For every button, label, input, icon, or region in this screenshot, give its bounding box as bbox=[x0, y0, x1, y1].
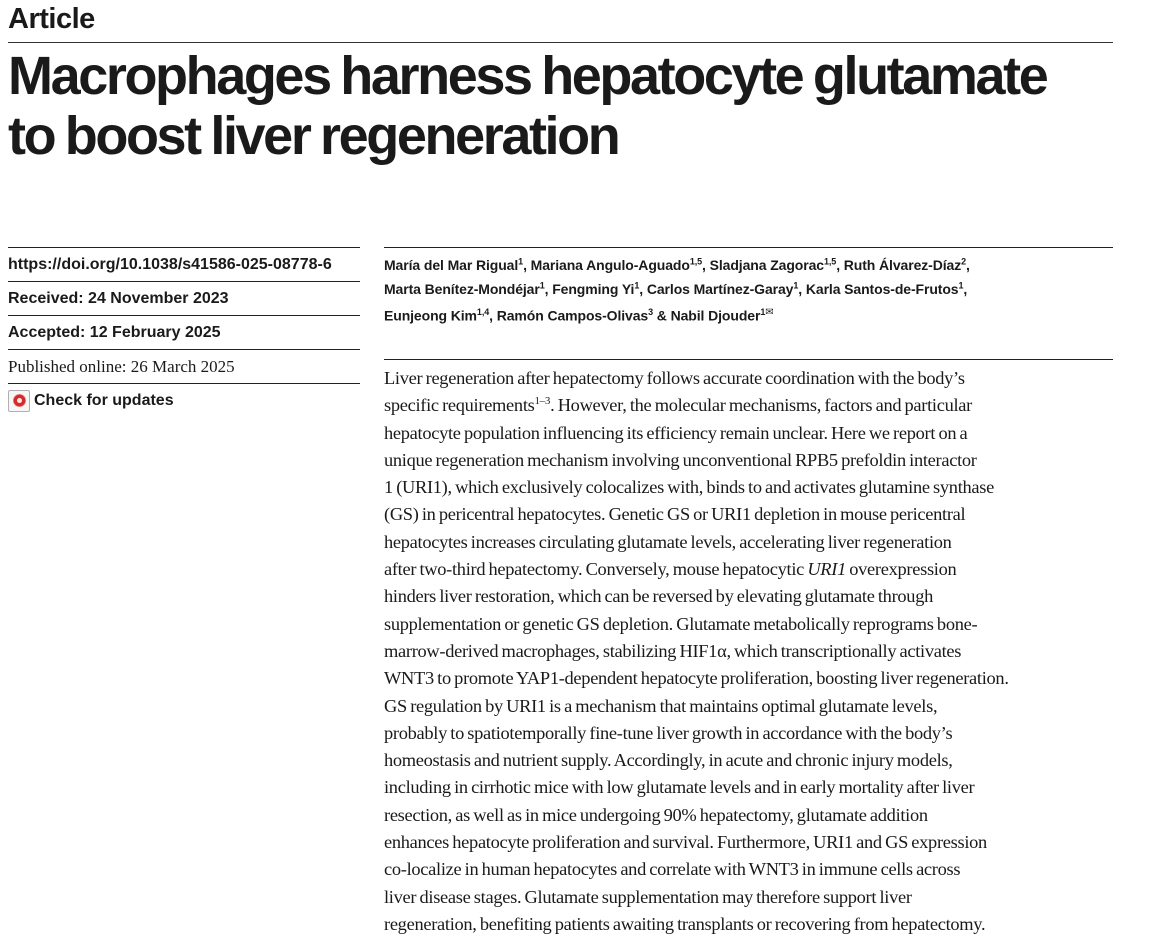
accepted-date: Accepted: 12 February 2025 bbox=[8, 315, 360, 349]
author-affiliation: 1,4 bbox=[476, 307, 490, 317]
author-separator: , bbox=[489, 307, 497, 324]
abstract-line: (GS) in pericentral hepatocytes. Genetic GS or URI1 depletion in mouse pericentral bbox=[384, 504, 966, 525]
abstract-line: regeneration, benefiting patients awaiting transplants or recovering from hepatectomy. bbox=[384, 913, 986, 934]
author-affiliation: 1,5 bbox=[689, 256, 703, 267]
abstract-line: hepatocyte population influencing its efficiency remain unclear. Here we report on a bbox=[384, 422, 968, 443]
author-name[interactable]: Ramón Campos-Olivas bbox=[496, 307, 649, 324]
abstract-line: 1 (URI1), which exclusively colocalizes with, binds to and activates glutamine synthase bbox=[384, 477, 994, 498]
article-title bbox=[8, 46, 1138, 166]
article-title-line-2: to boost liver regeneration bbox=[8, 106, 619, 166]
abstract-line: co-localize in human hepatocytes and correlate with WNT3 in immune cells across bbox=[384, 859, 961, 880]
author-affiliation: 3 bbox=[648, 307, 654, 317]
article-type-label: Article bbox=[8, 3, 95, 35]
author-affiliation: 1,5 bbox=[823, 256, 837, 267]
received-date: Received: 24 November 2023 bbox=[8, 281, 360, 315]
published-date: Published online: 26 March 2025 bbox=[8, 349, 360, 383]
crossmark-icon bbox=[8, 390, 30, 412]
citation-ref[interactable]: 1–3 bbox=[534, 395, 551, 408]
author-name[interactable]: Marta Benítez-Mondéjar bbox=[384, 280, 540, 297]
author-name[interactable]: Eunjeong Kim bbox=[384, 307, 477, 324]
author-separator: , bbox=[544, 280, 553, 297]
corresponding-author-mail-icon[interactable]: ✉ bbox=[765, 307, 774, 318]
author-name[interactable]: Karla Santos-de-Frutos bbox=[805, 280, 959, 297]
abstract-line: WNT3 to promote YAP1-dependent hepatocyte proliferation, boosting liver regeneration. bbox=[384, 668, 1009, 689]
author-name[interactable]: Carlos Martínez-Garay bbox=[646, 280, 794, 297]
abstract-line: Liver regeneration after hepatectomy follows accurate coordination with the body’s bbox=[384, 368, 965, 388]
article-metadata bbox=[8, 247, 360, 417]
abstract-line: homeostasis and nutrient supply. Accordingly, in acute and chronic injury models, bbox=[384, 750, 953, 771]
top-divider bbox=[8, 42, 1113, 43]
author-separator: , bbox=[963, 280, 968, 297]
author-separator: , bbox=[523, 257, 531, 273]
abstract-line: probably to spatiotemporally fine-tune liver growth in accordance with the body’s bbox=[384, 722, 953, 743]
abstract-line: marrow-derived macrophages, stabilizing HIF1α, which transcriptionally activates bbox=[384, 640, 962, 661]
author-affiliation: 1 bbox=[958, 279, 964, 290]
abstract-line: resection, as well as in mice undergoing 90% hepatectomy, glutamate addition bbox=[384, 804, 928, 825]
abstract-line: hepatocytes increases circulating glutamate levels, accelerating liver regeneration bbox=[384, 531, 952, 552]
author-separator: , bbox=[836, 257, 844, 273]
author-affiliation: 1 bbox=[760, 307, 766, 317]
abstract-line: including in cirrhotic mice with low glutamate levels and in early mortality after liver bbox=[384, 777, 975, 798]
author-name[interactable]: María del Mar Rigual bbox=[384, 257, 519, 273]
article-title-line-1: Macrophages harness hepatocyte glutamate bbox=[8, 46, 1047, 106]
abstract-line: GS regulation by URI1 is a mechanism that maintains optimal glutamate levels, bbox=[384, 695, 938, 716]
abstract-line: hinders liver restoration, which can be reversed by elevating glutamate through bbox=[384, 586, 933, 607]
author-name[interactable]: Mariana Angulo-Aguado bbox=[530, 257, 690, 273]
abstract-line: liver disease stages. Glutamate supplementation may therefore support liver bbox=[384, 886, 912, 907]
author-name[interactable]: Sladjana Zagorac bbox=[709, 257, 824, 273]
abstract-line: specific requirements$^{1-3}$. However, the molecular mechanisms, factors and particular bbox=[384, 395, 972, 416]
abstract-line: supplementation or genetic GS depletion. Glutamate metabolically reprograms bone- bbox=[384, 613, 978, 634]
author-list bbox=[384, 247, 1113, 328]
author-affiliation: 1 bbox=[793, 279, 799, 290]
author-affiliation: 2 bbox=[961, 256, 967, 267]
abstract-line: after two-third hepatectomy. Conversely, mouse hepatocytic URI1 overexpression bbox=[384, 559, 957, 580]
abstract-line: enhances hepatocyte proliferation and survival. Furthermore, URI1 and GS expression bbox=[384, 832, 987, 853]
author-separator: , bbox=[966, 257, 970, 273]
author-name[interactable]: Nabil Djouder bbox=[670, 307, 761, 324]
author-affiliation: 1 bbox=[634, 279, 640, 290]
author-affiliation: 1 bbox=[518, 256, 524, 267]
doi-link[interactable]: https://doi.org/10.1038/s41586-025-08778-6 bbox=[8, 247, 360, 281]
abstract bbox=[384, 359, 1113, 938]
author-separator: , bbox=[798, 280, 806, 297]
gene-name: URI1 bbox=[807, 559, 846, 580]
author-separator: , bbox=[639, 280, 647, 297]
abstract-line: unique regeneration mechanism involving unconventional RPB5 prefoldin interactor bbox=[384, 449, 977, 470]
author-name[interactable]: Ruth Álvarez-Díaz bbox=[843, 257, 962, 273]
author-name[interactable]: Fengming Yi bbox=[552, 280, 635, 297]
author-separator: & bbox=[653, 307, 671, 324]
author-separator: , bbox=[702, 257, 710, 273]
author-affiliation: 1 bbox=[539, 279, 545, 290]
check-for-updates-label: Check for updates bbox=[34, 391, 174, 409]
check-for-updates-button[interactable] bbox=[8, 383, 360, 417]
